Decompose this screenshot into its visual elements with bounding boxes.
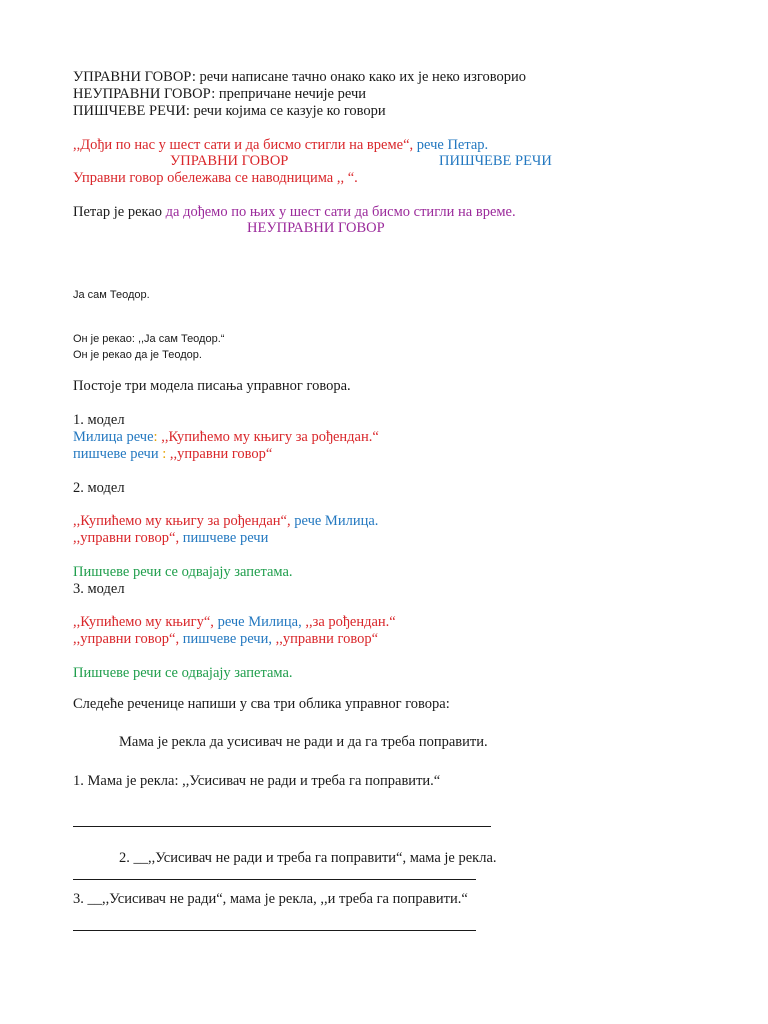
model-3-author: рече Милица, — [213, 614, 302, 630]
model-3-pattern-direct-1: ,,управни говор“, — [73, 631, 180, 647]
model-2-heading: 2. модел — [73, 480, 125, 496]
teodor-line-3: Он је рекао да је Теодор. — [73, 349, 202, 361]
model-3-rule: Пишчеве речи се одвајају запетама. — [73, 665, 293, 681]
model-1-heading: 1. модел — [73, 412, 125, 428]
model-1-quote: ,,Купићемо му књигу за рођендан.“ — [157, 429, 379, 445]
teodor-line-1: Ја сам Теодор. — [73, 289, 150, 301]
quotation-marks-note: Управни говор обележава се наводницима ,, “. — [73, 170, 358, 186]
definition-direct-speech: УПРАВНИ ГОВОР: речи написане тачно онако како их је неко изговорио — [73, 69, 526, 85]
answer-line-3 — [73, 930, 476, 931]
answer-1: 1. Мама је рекла: ,,Усисивач не ради и треба га поправити.“ — [73, 773, 441, 789]
indirect-prefix: Петар је рекао — [73, 204, 166, 220]
teodor-line-2: Он је рекао: ,,Ја сам Теодор.“ — [73, 333, 225, 345]
model-2-example — [73, 513, 378, 530]
models-intro: Постоје три модела писања управног говора. — [73, 378, 351, 394]
exercise-instruction: Следеће реченице напиши у сва три облика управног говора: — [73, 696, 450, 712]
model-3-pattern-direct-2: ,,управни говор“ — [271, 631, 379, 647]
model-2-pattern-direct: ,,управни говор“, — [73, 530, 180, 546]
answer-line-2 — [73, 879, 476, 880]
model-2-pattern-author: пишчеве речи — [179, 530, 269, 546]
model-3-example — [73, 614, 396, 631]
model-1-pattern — [73, 446, 272, 463]
model-1-author: Милица рече — [73, 429, 154, 445]
label-indirect-speech: НЕУПРАВНИ ГОВОР — [247, 220, 385, 236]
model-3-quote-2: ,,за рођендан.“ — [301, 614, 396, 630]
direct-speech-quote: ,,Дођи по нас у шест сати и да бисмо стигли на време“, — [73, 137, 414, 153]
answer-line-1 — [73, 826, 491, 827]
model-2-pattern — [73, 530, 268, 547]
model-2-quote: ,,Купићемо му књигу за рођендан“, — [73, 513, 291, 529]
reported-speech: да дођемо по њих у шест сати да бисмо стигли на време. — [165, 204, 516, 220]
example-indirect-sentence — [73, 204, 516, 221]
model-2-author: рече Милица. — [290, 513, 379, 529]
label-author-words: ПИШЧЕВЕ РЕЧИ — [439, 153, 552, 169]
answer-2: 2. __,,Усисивач не ради и треба га поправити“, мама је рекла. — [119, 850, 497, 866]
exercise-sentence: Мама је рекла да усисивач не ради и да га треба поправити. — [119, 734, 488, 750]
model-3-pattern-author: пишчеве речи, — [179, 631, 272, 647]
model-1-pattern-direct: ,,управни говор“ — [166, 446, 273, 462]
model-3-quote-1: ,,Купићемо му књигу“, — [73, 614, 214, 630]
author-words: рече Петар. — [413, 137, 489, 153]
definition-indirect-speech: НЕУПРАВНИ ГОВОР: препричане нечије речи — [73, 86, 366, 102]
example-direct-sentence — [73, 137, 488, 154]
model-1-pattern-colon: : — [158, 446, 167, 462]
model-3-heading: 3. модел — [73, 581, 125, 597]
model-2-rule: Пишчеве речи се одвајају запетама. — [73, 564, 293, 580]
definition-author-words: ПИШЧЕВЕ РЕЧИ: речи којима се казује ко говори — [73, 103, 386, 119]
model-3-pattern — [73, 631, 378, 648]
model-1-colon: : — [153, 429, 158, 445]
model-1-pattern-author: пишчеве речи — [73, 446, 159, 462]
model-1-example — [73, 429, 379, 446]
label-direct-speech: УПРАВНИ ГОВОР — [170, 153, 289, 169]
answer-3: 3. __,,Усисивач не ради“, мама је рекла, ,,и треба га поправити.“ — [73, 891, 468, 907]
